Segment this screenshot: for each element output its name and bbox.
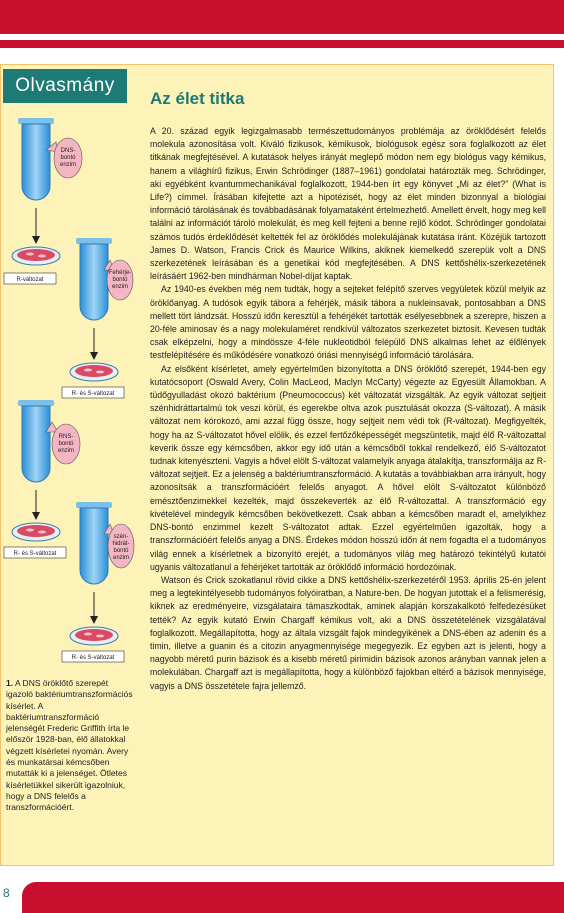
reading-tab-label: Olvasmány	[3, 69, 127, 103]
bubble1-line: DNS-	[60, 148, 76, 154]
petri-dish-4	[70, 627, 118, 645]
article-paragraph: A 20. század egyik legizgalmasabb természettudományos problémája az öröklődésért felelős molekula azonosítása volt. Kiváló fizikusok, kémikusok, biológusok egész sora foglalkozott az élet titkának megfejtésével. A kutatások helyes irányát meglepő módon nem egy biológus vagy kémikus, hanem a világhírű fizikus, Erwin Schrödinger (1887–1961) gondolatai határozták meg. Schrödinger, aki egyébként kvantummechanikával foglalkozott, 1944-ben írt egy könyvet „Mi az élet?” (What is Life?) címmel. Írásában kifejtette azt a hipotézisét, hogy az élet minden bizonnyal a biológiai információ tárolásának és továbbadásának folyamataként értelmezhető. Amellett érvelt, hogy meg kell találni az információt tároló molekulát, és meg kell fejteni a benne rejlő kódot. Schrödinger gondolatai számos tudós érdeklődését keltették fel az öröklődés molekulájának kutatása iránt. Közéjük tartozott James D. Watson, Francis Crick és Maurice Wilkins, akiknek kiemelkedő szerepük volt a DNS szerkezetének leírásában és a genetikai kód megfejtésében. A DNS kettőshélix-szerkezetének leírásáért 1962-ben mindhárman Nobel-díjat kaptak.	[150, 126, 546, 282]
down-arrow-2	[90, 328, 98, 360]
svg-text:R-változat: R-változat	[16, 277, 44, 283]
test-tube-3	[18, 400, 54, 482]
article-paragraph: Watson és Crick szokatlanul rövid cikke a DNS kettőshélix-szerkezetéről 1953. április 25-én jelent meg a legtekintélyesebb tudományos folyóiratban, a Nature-ben. De hogyan jutottak el a felismerésig, kiknek az eredményeire, vizsgálataira támaszkodtak, aminek alapján korszakalkotó felfedezésüket tették? Az egyik kutató Erwin Chargaff kémikus volt, aki a DNS összetételének vizsgálatával foglalkozott. Megállapította, hogy az általa vizsgált fajok mindegyikének a DNS-ében az adenin és a timin, illetve a guanin és a citozin anyagmennyisége megegyezik. Ez egyben azt is jelenti, hogy a nagyobb méretű purin bázisok és a kisebb méretű pirimidin bázisok azonos arányban vannak jelen a molekulában. Chargaff azt is megállapította, hogy a különböző fajokban eltérő a bázisok mennyisége, vagyis a DNS összetétele fajra jellemző.	[150, 574, 546, 691]
down-arrow-4	[90, 592, 98, 624]
page-number: 8	[3, 886, 10, 900]
top-red-bar	[0, 0, 564, 34]
petri-dish-3	[12, 523, 60, 541]
svg-text:R- és S-változat: R- és S-változat	[71, 655, 115, 661]
bubble3-line: enzim	[57, 448, 75, 454]
bubble3-line: bontó	[58, 441, 74, 447]
bubble2-line: bontó	[112, 277, 128, 283]
bubble4-line: hidrát-	[112, 541, 130, 547]
test-tube-4	[76, 502, 112, 584]
caption-text: A DNS öröklőtő szerepét igazoló baktériumtranszformációs kísérlet. A baktériumtranszformáció jelenségét Frederic Griffith írta le először 1928-ban, élő állatokkal végzett kísérletei nyomán. Avery és munkatársai kémcsőben mutatták ki a jelenséget. Ötletes kísérletükkel sikerült igazolniuk, hogy a DNS felelős a transzformációért.	[6, 678, 133, 813]
dish1-label	[4, 273, 56, 284]
article-title: Az élet titka	[150, 89, 245, 108]
dish2-label	[62, 387, 124, 398]
figure-caption	[6, 678, 134, 814]
article-body	[150, 125, 546, 693]
bubble2-line: Fehérje-	[108, 270, 132, 276]
article-paragraph: Az elsőként kísérletet, amely egyértelműen bizonyította a DNS öröklőtő szerepét, 1944-ben egy kutatócsoport (Oswald Avery, Colin MacLeod, Maclyn McCarty) végezte az Egyesült Államokban. A tüdőgyulladást okozó baktérium (Pneumococcus) két változatát vizsgálták. Az egyik változat sejtjeit szénhidráttartalmú tok veszi körül, és egerekbe oltva azok pusztulását okozza (S-változat). A másik változat nem kórokozó, ami azzal függ össze, hogy sejtjeit nem védi tok (R-változat). Megfigyelték, hogy ha az S-változatot hővel elölik, és ezzel fertőzőképességét megszüntetik, majd élő R-változattal keverik össze egy kémcsőben, akkor egy idő után a kémcsőből tokkal rendelkező, élő S-változatot tudnak kitenyészteni. Vagyis a hővel elölt S-változat valamelyik anyaga átalakítja, transzformálja az R-változat sejtjeit. Ez a jelenség a baktériumtranszformáció. A kutatás a továbbiakban arra irányult, hogy azonosítsák a transzformációért felelős anyagot. A hővel elölt S-változatot különböző emésztőenzimekkel kezelték, majd összekeverték az élő R-változattal. A transzformáció egy kivételével mindegyik kémcsőben bekövetkezett. Csak abban a kémcsőben maradt el, amelyikhez DNS-bontó enzimmel kezelt S-változatot adtak. Ezzel egyértelműen igazolták, hogy a transzformációért felelős anyag a DNS. Érdekes módon hosszú időn át nem fogadta el a tudományos világ ennek a kísérletnek a bizonyító erejét, a tudományos világ meg határozó tekintélyű kutatói ugyanis változatlanul a fehérjéket tartották az öröklődő információ hordozóinak.	[150, 363, 546, 572]
bubble1-line: bontó	[60, 155, 76, 161]
test-tube-2	[76, 238, 112, 320]
svg-text:R- és S-változat: R- és S-változat	[71, 391, 115, 397]
petri-dish-1	[12, 247, 60, 265]
test-tube-1	[18, 118, 54, 200]
down-arrow-3	[32, 490, 40, 520]
transformation-diagram	[0, 110, 135, 670]
bubble1-line: enzim	[59, 162, 77, 168]
article-paragraph: Az 1940-es években még nem tudták, hogy a sejteket felépítő szerves vegyületek közül melyik az öröklőanyag. A tudósok egyik tábora a fehérjék, másik tábora a nukleinsavak, pontosabban a DNS mellett tört lándzsát. Hosszú időn keresztül a fehérjékét tartották esélyesebbnek a szerepre, hiszen a 20-féle aminosav és a nagy molekulaméret rendkívül változatos szerkezetet biztosít. Kevesen tudták csak elképzelni, hogy a mindössze 4-féle nukleotidból felépülő DNS alkalmas lehet az élőlények testfelépítésére és működésére vonatkozó óriási mennyiségű információ tárolására.	[150, 284, 546, 361]
enzyme-bubble-1	[46, 138, 82, 178]
top-red-stripe	[0, 40, 564, 48]
bubble3-line: RNS-	[58, 434, 74, 440]
bubble4-line: bontó	[113, 548, 129, 554]
bubble4-line: szén-	[113, 534, 129, 540]
enzyme-bubble-3	[46, 422, 80, 464]
bottom-red-bar	[22, 882, 564, 913]
svg-text:R- és S-változat: R- és S-változat	[13, 551, 57, 557]
dish3-label	[4, 547, 66, 558]
down-arrow-1	[32, 208, 40, 244]
dish4-label	[62, 651, 124, 662]
petri-dish-2	[70, 363, 118, 381]
bubble4-line: enzim	[112, 555, 130, 561]
bubble2-line: enzim	[111, 284, 129, 290]
caption-number: 1.	[6, 678, 14, 688]
